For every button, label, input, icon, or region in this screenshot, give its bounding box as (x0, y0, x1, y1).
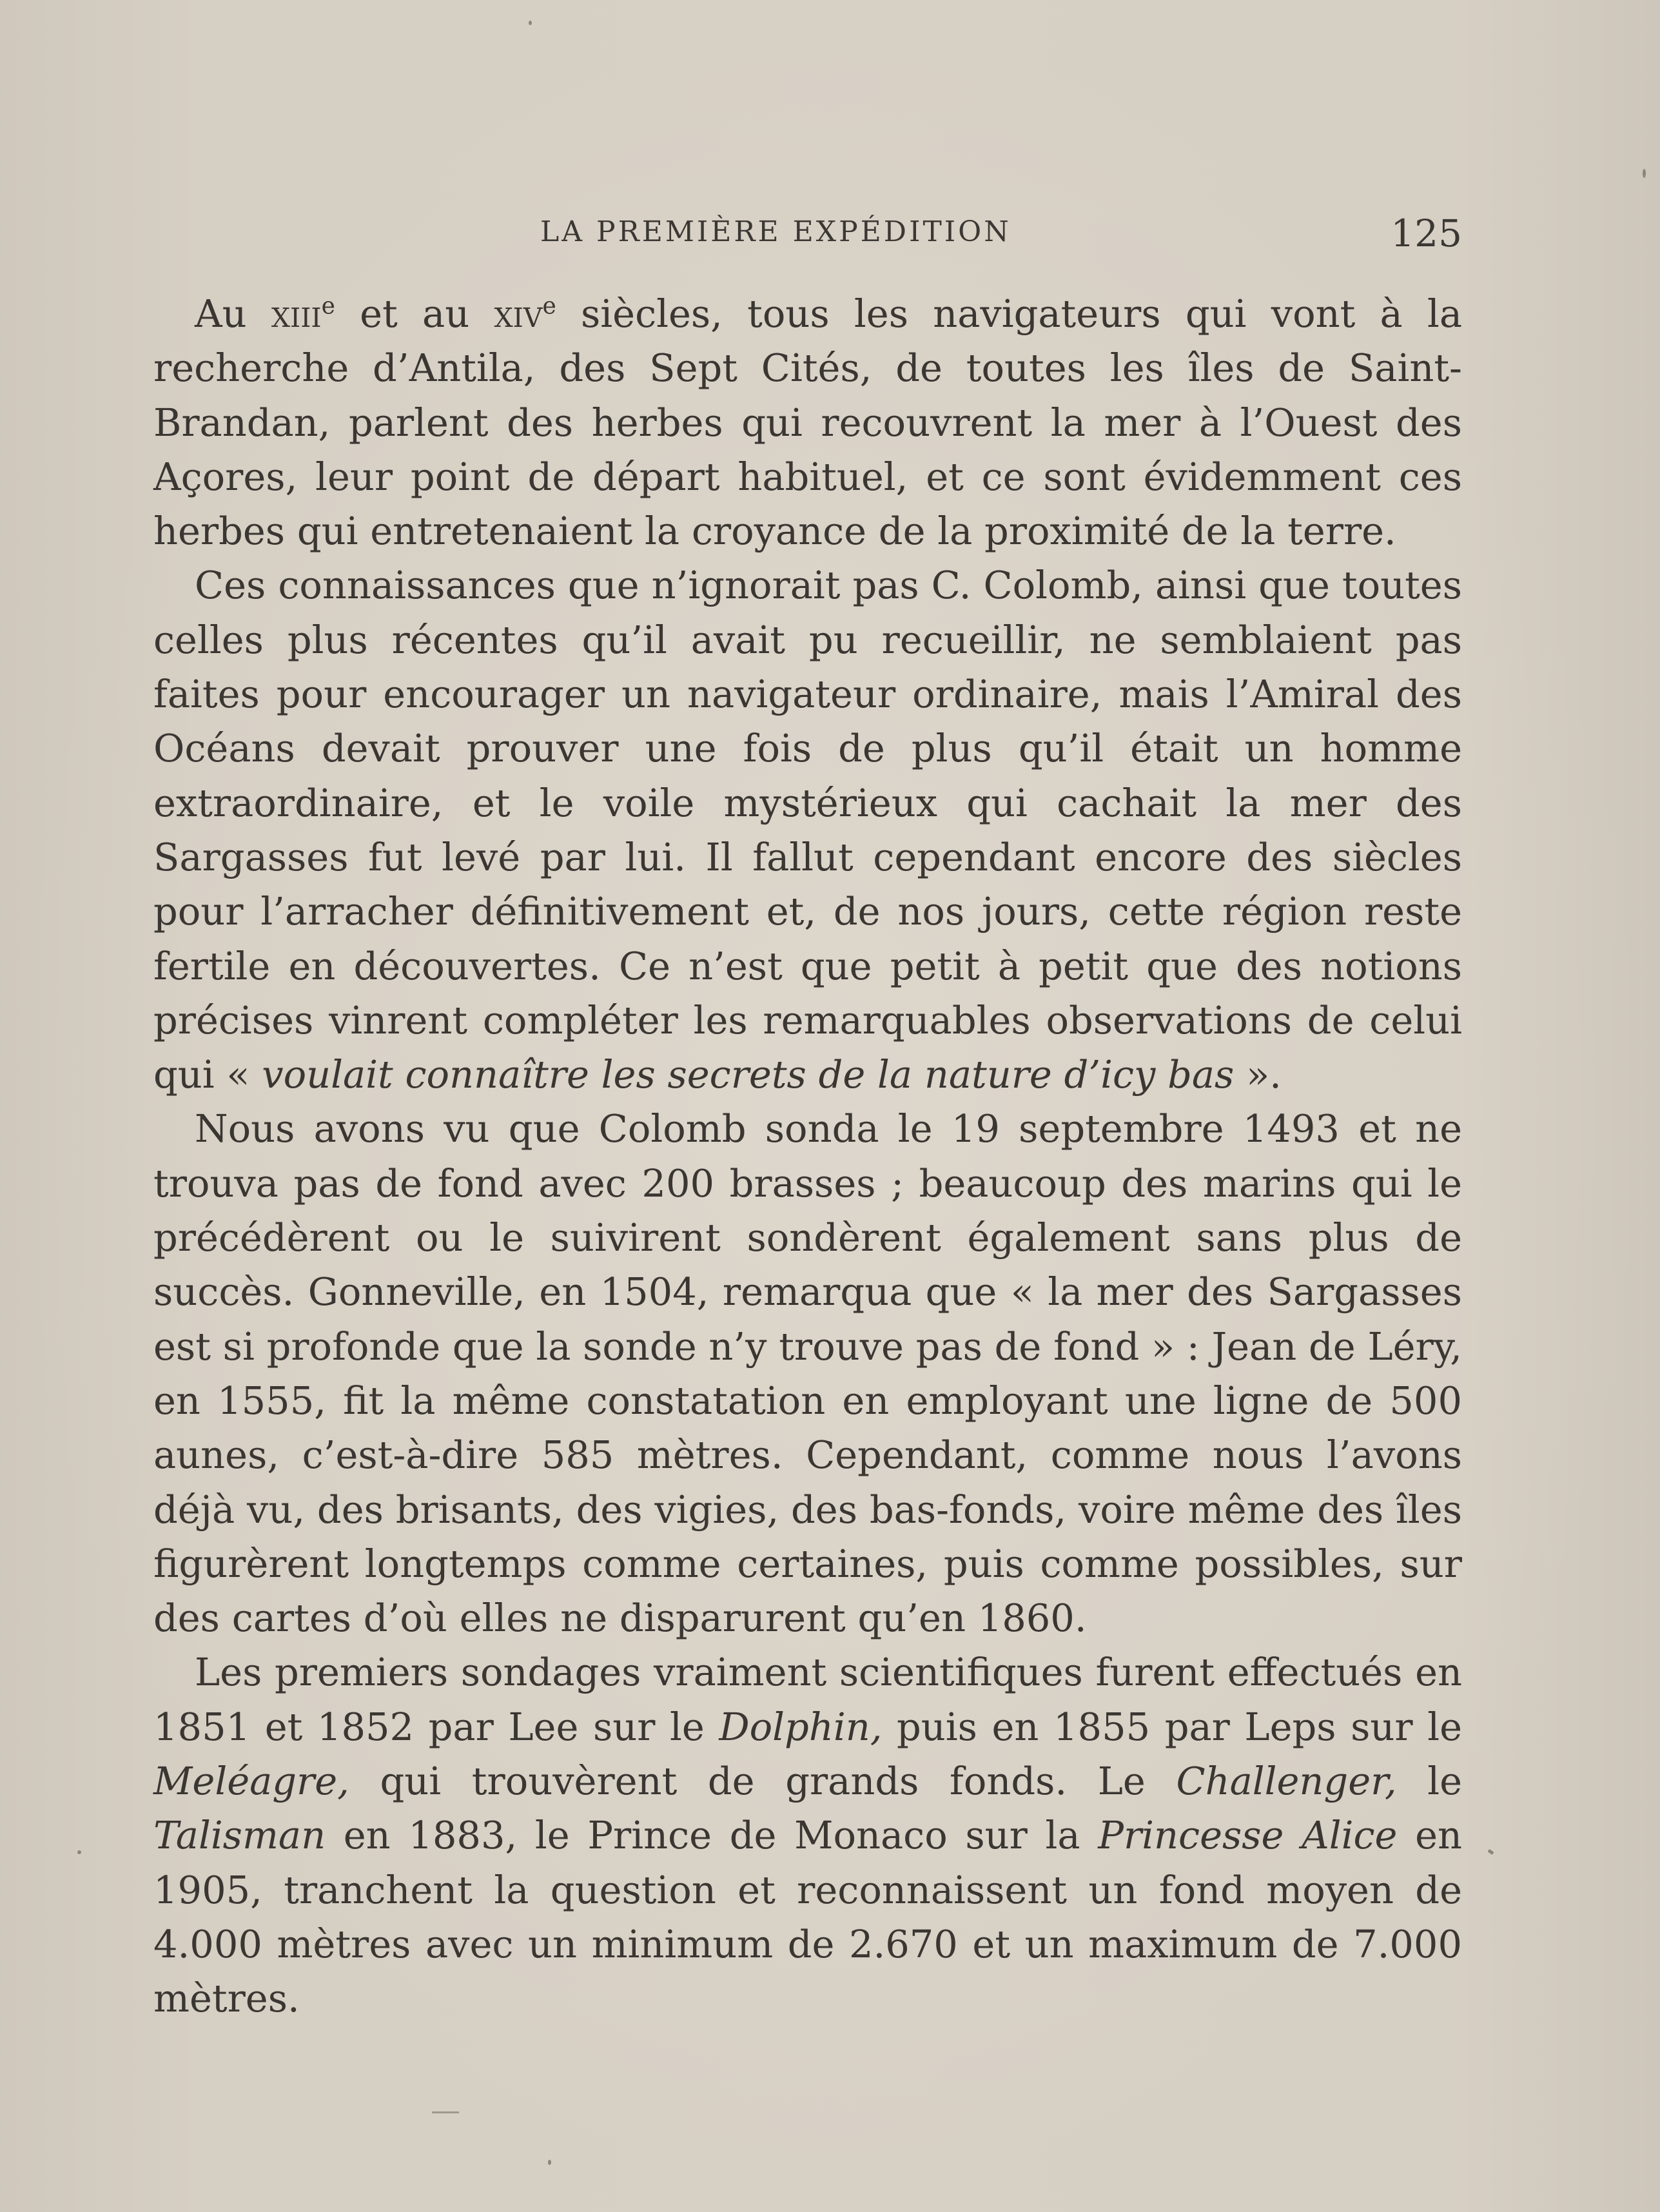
ship-name: Challenger, (1176, 1759, 1397, 1804)
text-run: Ces connaissances que n’ignorait pas C. Colomb, ainsi que toutes celles plus récentes qu’il avait pu recueillir, ne semblaient pas faites pour encourager un navigateur ordinaire, mais l’Amiral des Océans devait prouver une fois de plus qu’il était un homme extraordinaire, et le voile mystérieux qui cachait la mer des Sargasses fut levé par lui. Il fallut cependant encore des siècles pour l’arracher définitivement et, de nos jours, cette région reste fertile en découvertes. Ce n’est que petit à petit que des notions précises vinrent compléter les remarquables observations de celui qui « (153, 563, 1462, 1097)
roman-numeral: xiii (271, 291, 322, 336)
paragraph-3 (153, 1102, 1462, 1645)
ship-name: Princesse Alice (1098, 1813, 1398, 1858)
paper-speck (1643, 169, 1646, 178)
ship-name: Dolphin, (719, 1704, 883, 1749)
ship-name: Talisman (153, 1813, 326, 1858)
text-run: Les premiers sondages vraiment scientifiques furent effectués en 1851 et 1852 par Lee sur le (153, 1650, 1462, 1749)
paragraph-1 (153, 287, 1462, 558)
body-text (153, 287, 1462, 2026)
text-run: puis en 1855 par Leps sur le (882, 1704, 1462, 1749)
text-run: Nous avons vu que Colomb sonda le 19 septembre 1493 et ne trouva pas de fond avec 200 brasses ; beaucoup des marins qui le précédèrent ou le suivirent sondèrent également sans plus de succès. Gonneville, en 1504, remarqua que « la mer des Sargasses est si profonde que la sonde n’y trouve pas de fond » : Jean de Léry, en 1555, fit la même constatation en employant une ligne de 500 aunes, c’est-à-dire 585 mètres. Cependant, comme nous l’avons déjà vu, des brisants, des vigies, des bas-fonds, voire même des îles figurèrent longtemps comme certaines, puis comme possibles, sur des cartes d’où elles ne disparurent qu’en 1860. (153, 1106, 1462, 1641)
superscript: e (321, 293, 335, 320)
paper-mark (432, 2111, 459, 2113)
text-run: qui trouvèrent de grands fonds. Le (349, 1759, 1177, 1804)
paper-speck (1487, 1849, 1494, 1855)
text-run: en 1905, tranchent la question et reconnaissent un fond moyen de 4.000 mètres avec un minimum de 2.670 et un maximum de 7.000 mètres. (153, 1813, 1462, 2021)
text-run: le (1396, 1759, 1462, 1804)
text-run: et au (335, 291, 494, 336)
superscript: e (542, 293, 556, 320)
paper-speck (77, 1850, 81, 1854)
ship-name: Meléagre, (153, 1759, 349, 1804)
paragraph-4 (153, 1645, 1462, 2026)
roman-numeral: xiv (494, 291, 543, 336)
running-title: LA PREMIÈRE EXPÉDITION (540, 215, 1011, 248)
text-run: ». (1234, 1052, 1282, 1097)
page-number: 125 (1391, 211, 1462, 255)
text-run: siècles, tous les navigateurs qui vont à la recherche d’Antila, des Sept Cités, de toutes les îles de Saint-Brandan, parlent des herbes qui recouvrent la mer à l’Ouest des Açores, leur point de départ habituel, et ce sont évidemment ces herbes qui entretenaient la croyance de la proximité de la terre. (153, 291, 1462, 554)
text-run: Au (195, 291, 271, 336)
paper-speck (548, 2160, 551, 2165)
page-header (153, 206, 1462, 264)
italic-quote: voulait connaître les secrets de la nature d’icy bas (262, 1052, 1235, 1097)
text-run: en 1883, le Prince de Monaco sur la (326, 1813, 1099, 1858)
paragraph-2 (153, 558, 1462, 1102)
paper-speck (529, 21, 532, 25)
